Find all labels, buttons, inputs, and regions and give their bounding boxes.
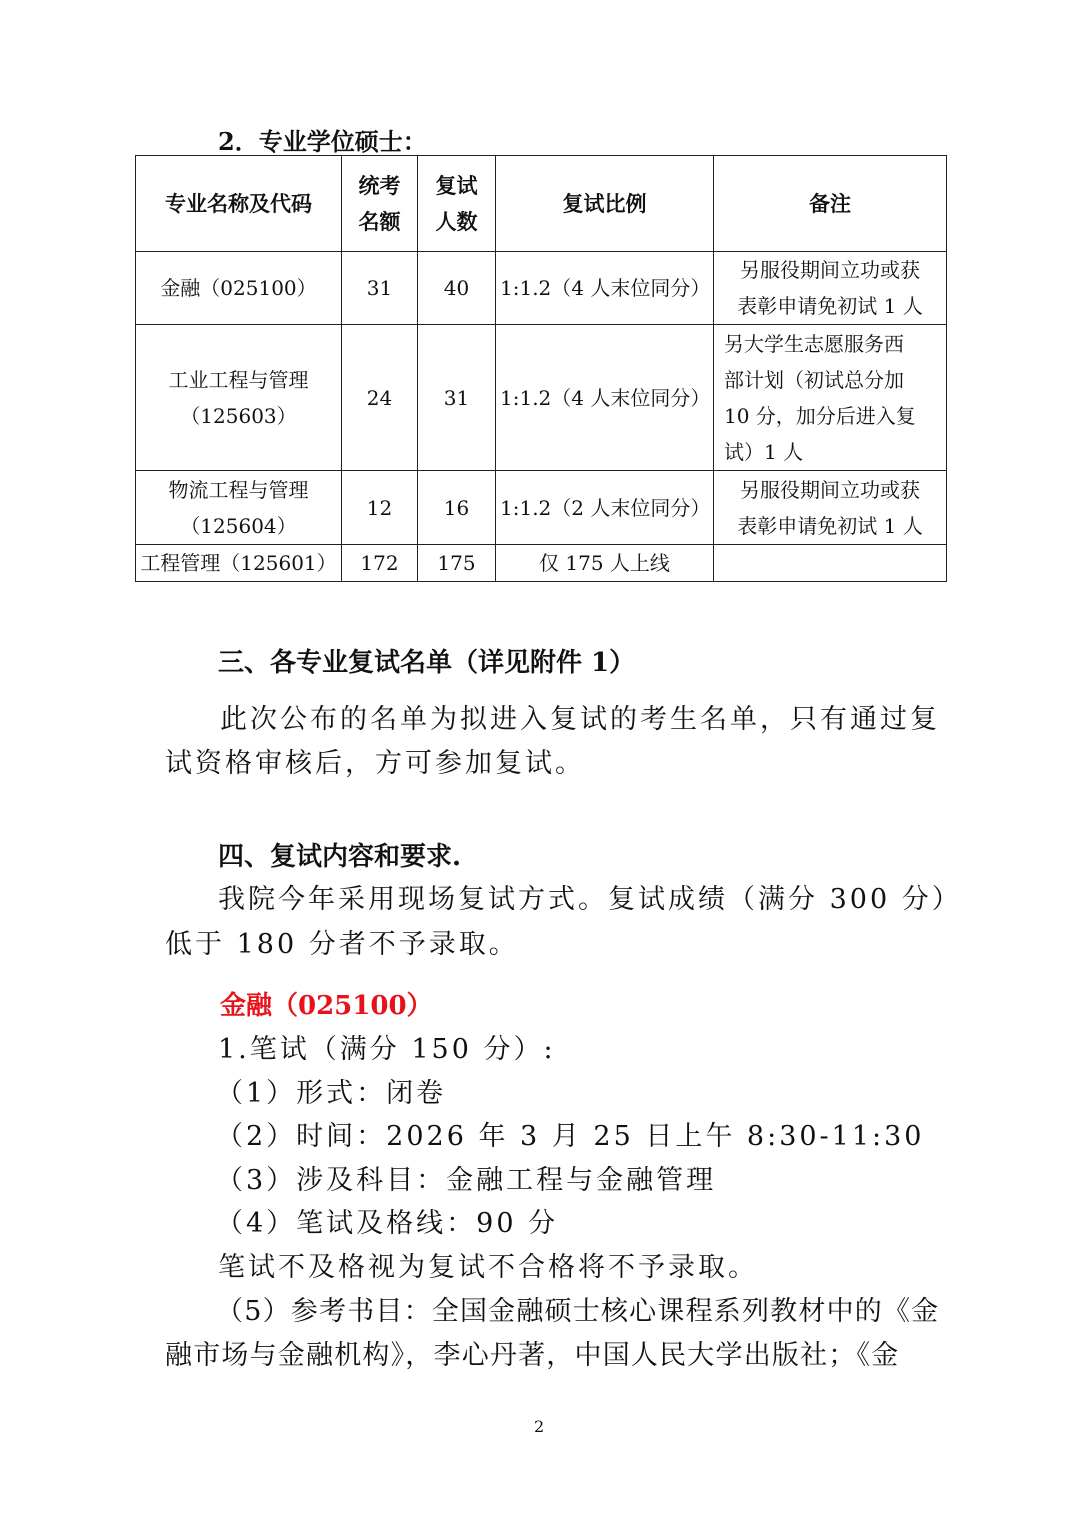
section4-para-line2: 低于 180 分者不予录取。	[165, 929, 519, 960]
row-count: 175	[418, 545, 496, 582]
row-name-line1: 工程管理（125601）	[140, 551, 337, 575]
row-note	[714, 325, 947, 471]
header-count-line1: 复试	[435, 172, 478, 198]
finance-title: 金融（025100）	[220, 991, 433, 1021]
header-name: 专业名称及代码	[136, 156, 342, 252]
row-count: 31	[418, 325, 496, 471]
header-quota-line1: 统考	[358, 172, 401, 198]
row-quota: 12	[342, 471, 418, 545]
note-line: 表彰申请免初试 1 人	[737, 294, 923, 318]
row-name	[136, 471, 342, 545]
row-note	[714, 471, 947, 545]
row-ratio: 1:1.2（4 人末位同分）	[496, 252, 714, 325]
row-count: 40	[418, 252, 496, 325]
header-count	[418, 156, 496, 252]
row-name	[136, 252, 342, 325]
row-quota: 24	[342, 325, 418, 471]
row-name-line2: （125603）	[180, 403, 297, 428]
section3-title: 三、各专业复试名单（详见附件 1）	[218, 648, 636, 678]
exam-item-1: （1）形式：闭卷	[216, 1078, 447, 1109]
row-name-line2: （125604）	[180, 513, 297, 538]
header-count-line2: 人数	[435, 208, 478, 234]
header-quota	[342, 156, 418, 252]
header-note: 备注	[714, 156, 947, 252]
section4-para-line1: 我院今年采用现场复试方式。复试成绩（满分 300 分）	[218, 884, 962, 915]
degree-table	[135, 155, 947, 582]
exam-item-3: （3）涉及科目：金融工程与金融管理	[216, 1165, 717, 1196]
table-header-row	[136, 156, 947, 252]
note-line: 另服役期间立功或获	[740, 258, 920, 282]
section3-para-line2: 试资格审核后，方可参加复试。	[165, 748, 585, 779]
note-line: 部计划（初试总分加	[724, 367, 904, 392]
row-name-line1: 物流工程与管理	[168, 477, 309, 502]
exam-item-5-line1: （5）参考书目：全国金融硕士核心课程系列教材中的《金	[216, 1296, 940, 1327]
table-row	[136, 545, 947, 582]
row-name-line1: 金融（025100）	[160, 276, 317, 300]
row-name	[136, 325, 342, 471]
note-line: 10 分，加分后进入复	[724, 403, 916, 428]
row-quota: 172	[342, 545, 418, 582]
row-note	[714, 252, 947, 325]
table-row	[136, 325, 947, 471]
section4-title: 四、复试内容和要求.	[218, 842, 462, 872]
note-line: 另服役期间立功或获	[740, 477, 920, 502]
row-name	[136, 545, 342, 582]
note-line: 试）1 人	[724, 439, 804, 464]
written-exam: 1.笔试（满分 150 分）:	[218, 1034, 556, 1065]
row-name-line1: 工业工程与管理	[168, 367, 309, 392]
row-note	[714, 545, 947, 582]
section-label: 2．专业学位硕士：	[218, 127, 427, 156]
exam-item-5-line2: 融市场与金融机构》，李心丹著，中国人民大学出版社；《金	[165, 1340, 900, 1371]
exam-item-4: （4）笔试及格线：90 分	[216, 1208, 559, 1239]
row-ratio: 1:1.2（4 人末位同分）	[496, 325, 714, 471]
table-row	[136, 471, 947, 545]
row-ratio: 1:1.2（2 人末位同分）	[496, 471, 714, 545]
note-line: 表彰申请免初试 1 人	[737, 513, 923, 538]
fail-note: 笔试不及格视为复试不合格将不予录取。	[218, 1252, 758, 1283]
header-quota-line2: 名额	[358, 208, 401, 234]
row-quota: 31	[342, 252, 418, 325]
exam-item-2: （2）时间：2026 年 3 月 25 日上午 8:30-11:30	[216, 1121, 925, 1152]
header-ratio: 复试比例	[496, 156, 714, 252]
row-count: 16	[418, 471, 496, 545]
section3-para-line1: 此次公布的名单为拟进入复试的考生名单，只有通过复	[220, 704, 940, 735]
note-line: 另大学生志愿服务西	[724, 331, 904, 356]
page-number: 2	[534, 1417, 545, 1436]
table-row	[136, 252, 947, 325]
row-ratio: 仅 175 人上线	[496, 545, 714, 582]
